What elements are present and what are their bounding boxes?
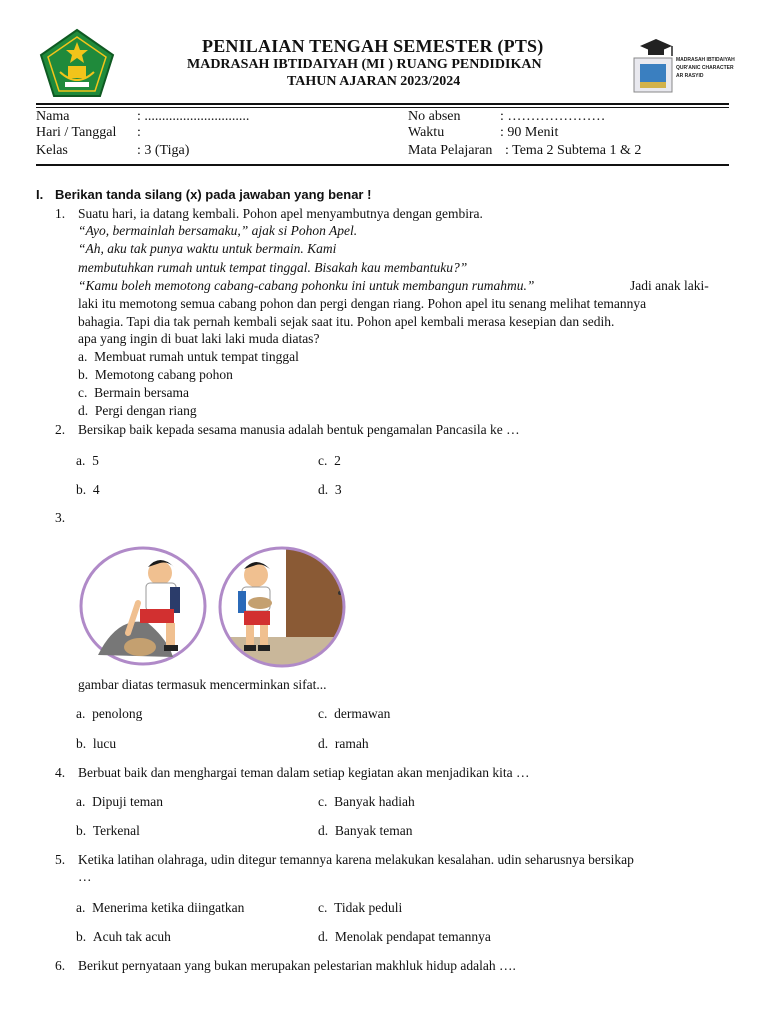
academic-year: TAHUN AJARAN 2023/2024 — [287, 74, 461, 89]
q4-number: 4. — [55, 765, 66, 780]
absen-label: No absen — [408, 109, 461, 124]
q1-line: Suatu hari, ia datang kembali. Pohon apel menyambutnya dengan gembira. — [78, 206, 483, 221]
q1-number: 1. — [55, 206, 66, 221]
q1-question: apa yang ingin di buat laki laki muda diatas? — [78, 331, 320, 346]
q2-option-d[interactable]: d. 3 — [318, 482, 342, 497]
q3-number: 3. — [55, 510, 66, 525]
section-number: I. — [36, 187, 44, 202]
kelas-label: Kelas — [36, 143, 68, 158]
section-instruction: Berikan tanda silang (x) pada jawaban yang benar ! — [55, 187, 372, 202]
q5-text: Ketika latihan olahraga, udin ditegur temannya karena melakukan kesalahan. udin seharusnya bersikap — [78, 852, 634, 867]
q1-line: membutuhkan rumah untuk tempat tinggal. Bisakah kau membantuku?” — [78, 260, 468, 275]
q2-option-a[interactable]: a. 5 — [76, 453, 99, 468]
kelas-value: : 3 (Tiga) — [137, 143, 190, 158]
q4-option-b[interactable]: b. Terkenal — [76, 823, 140, 838]
header-rule-thin — [36, 107, 729, 108]
q1-line: “Kamu boleh memotong cabang-cabang pohonku ini untuk membangun rumahmu.” — [78, 278, 535, 293]
q1-option-b[interactable]: b. Memotong cabang pohon — [78, 367, 233, 382]
ministry-logo — [38, 28, 116, 98]
school-logo-text: MADRASAH IBTIDAIYAH QUR'ANIC CHARACTER AR RASYID — [676, 57, 735, 79]
q3-text: gambar diatas termasuk mencerminkan sifat... — [78, 677, 327, 692]
q2-option-c[interactable]: c. 2 — [318, 453, 341, 468]
q1-option-d[interactable]: d. Pergi dengan riang — [78, 403, 197, 418]
q1-line: Jadi anak laki- — [630, 278, 709, 293]
info-rule — [36, 164, 729, 166]
hari-label: Hari / Tanggal — [36, 125, 117, 140]
q1-line: laki itu memotong semua cabang pohon dan pergi dengan riang. Pohon apel itu senang melihat temannya — [78, 296, 647, 311]
waktu-value: : 90 Menit — [500, 125, 559, 140]
nama-field[interactable]: : .............................. — [137, 109, 250, 124]
q4-option-d[interactable]: d. Banyak teman — [318, 823, 413, 838]
q1-line: “Ayo, bermainlah bersamaku,” ajak si Pohon Apel. — [78, 223, 358, 238]
q1-line: bahagia. Tapi dia tak pernah kembali sejak saat itu. Pohon apel kembali merasa kesepian dan sedih. — [78, 314, 615, 329]
q1-line: “Ah, aku tak punya waktu untuk bermain. Kami — [78, 241, 337, 256]
school-logo — [628, 36, 734, 102]
q2-text: Bersikap baik kepada sesama manusia adalah bentuk pengamalan Pancasila ke … — [78, 422, 520, 437]
q2-option-b[interactable]: b. 4 — [76, 482, 100, 497]
q4-option-c[interactable]: c. Banyak hadiah — [318, 794, 415, 809]
q5-option-a[interactable]: a. Menerima ketika diingatkan — [76, 900, 245, 915]
q6-text: Berikut pernyataan yang bukan merupakan pelestarian makhluk hidup adalah …. — [78, 958, 516, 973]
q3-option-d[interactable]: d. ramah — [318, 736, 369, 751]
q1-option-a[interactable]: a. Membuat rumah untuk tempat tinggal — [78, 349, 299, 364]
mapel-value: : Tema 2 Subtema 1 & 2 — [505, 143, 642, 158]
helping-cat-illustration — [78, 545, 208, 667]
nama-label: Nama — [36, 109, 70, 124]
q5-option-c[interactable]: c. Tidak peduli — [318, 900, 403, 915]
q3-option-b[interactable]: b. lucu — [76, 736, 117, 751]
waktu-label: Waktu — [408, 125, 445, 140]
q5-number: 5. — [55, 852, 66, 867]
carrying-cat-illustration — [216, 545, 348, 669]
exam-title: PENILAIAN TENGAH SEMESTER (PTS) — [202, 36, 544, 56]
q4-option-a[interactable]: a. Dipuji teman — [76, 794, 163, 809]
mapel-label: Mata Pelajaran — [408, 143, 493, 158]
absen-field[interactable]: : ………………… — [500, 109, 606, 124]
q4-text: Berbuat baik dan menghargai teman dalam setiap kegiatan akan menjadikan kita … — [78, 765, 530, 780]
header-rule-thick — [36, 103, 729, 105]
q5-option-b[interactable]: b. Acuh tak acuh — [76, 929, 171, 944]
q1-option-c[interactable]: c. Bermain bersama — [78, 385, 189, 400]
q2-number: 2. — [55, 422, 66, 437]
q5-text-cont: … — [78, 869, 92, 884]
school-name: MADRASAH IBTIDAIYAH (MI ) RUANG PENDIDIKAN — [187, 57, 542, 72]
q3-option-a[interactable]: a. penolong — [76, 706, 143, 721]
q5-option-d[interactable]: d. Menolak pendapat temannya — [318, 929, 491, 944]
hari-field[interactable]: : — [137, 125, 141, 140]
q3-option-c[interactable]: c. dermawan — [318, 706, 391, 721]
q6-number: 6. — [55, 958, 66, 973]
